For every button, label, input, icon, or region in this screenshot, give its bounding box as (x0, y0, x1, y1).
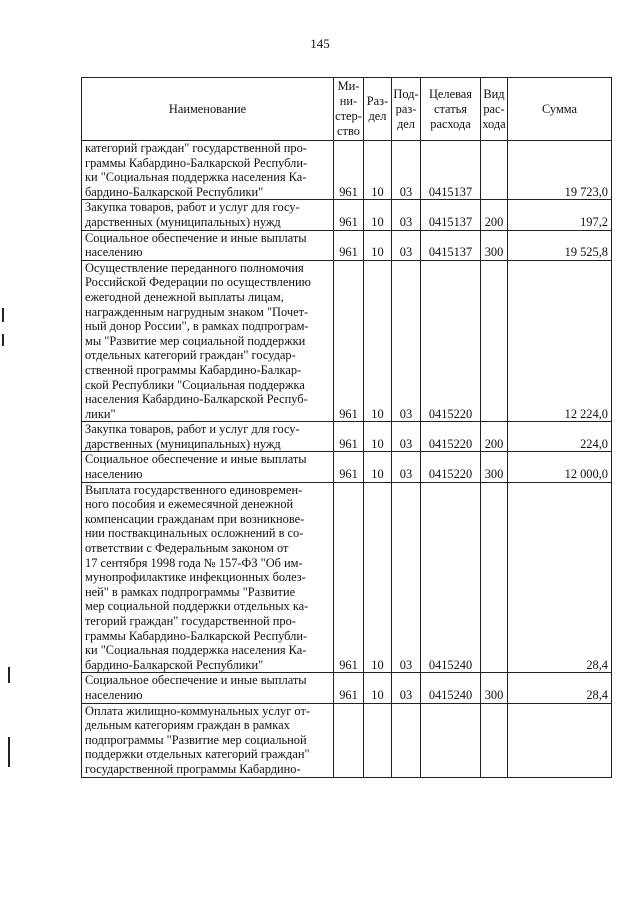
column-header-article: Целевая статья расхода (421, 78, 481, 141)
cell-ministry: 961 (334, 673, 364, 703)
table-row (82, 422, 612, 452)
cell-section: 10 (364, 200, 392, 230)
cell-sum: 197,2 (508, 200, 612, 230)
table-row (82, 200, 612, 230)
table-row (82, 141, 612, 200)
cell-ministry: 961 (334, 200, 364, 230)
cell-sum: 224,0 (508, 422, 612, 452)
column-header-sum: Сумма (508, 78, 612, 141)
cell-subsection (392, 703, 421, 777)
table-row (82, 260, 612, 422)
cell-article: 0415240 (421, 673, 481, 703)
column-header-name: Наименование (82, 78, 334, 141)
margin-mark (2, 334, 4, 346)
table-row (82, 230, 612, 260)
cell-kind: 300 (481, 452, 508, 482)
cell-section: 10 (364, 422, 392, 452)
cell-name: Закупка товаров, работ и услуг для госу- дарственных (муниципальных) нужд (82, 200, 334, 230)
cell-sum: 19 723,0 (508, 141, 612, 200)
cell-section: 10 (364, 230, 392, 260)
cell-sum: 19 525,8 (508, 230, 612, 260)
cell-name: категорий граждан" государственной про- граммы Кабардино-Балкарской Республи- ки "Социальная поддержка населения Ка- бардино-Балкарской Республики" (82, 141, 334, 200)
cell-ministry: 961 (334, 230, 364, 260)
cell-ministry: 961 (334, 141, 364, 200)
cell-name: Социальное обеспечение и иные выплаты населению (82, 452, 334, 482)
cell-subsection: 03 (392, 422, 421, 452)
cell-name: Закупка товаров, работ и услуг для госу- дарственных (муниципальных) нужд (82, 422, 334, 452)
cell-section: 10 (364, 673, 392, 703)
cell-name: Социальное обеспечение и иные выплаты населению (82, 230, 334, 260)
table-header-row (82, 78, 612, 141)
cell-ministry: 961 (334, 452, 364, 482)
cell-subsection: 03 (392, 482, 421, 673)
cell-subsection: 03 (392, 230, 421, 260)
cell-article: 0415220 (421, 422, 481, 452)
table-row (82, 482, 612, 673)
cell-kind: 300 (481, 673, 508, 703)
cell-article: 0415137 (421, 230, 481, 260)
cell-kind: 200 (481, 200, 508, 230)
cell-subsection: 03 (392, 452, 421, 482)
cell-ministry: 961 (334, 422, 364, 452)
cell-name: Осуществление переданного полномочия Российской Федерации по осуществлению ежегодной денежной выплаты лицам, награжденным нагрудным знаком "Почет- ный донор России", в рамках подпрограм- мы "Развитие мер социальной поддержки отдельных категорий граждан" государ- ственной программы Кабардино-Балкар- ской Республики "Социальная поддержка населения Кабардино-Балкарской Респуб- лики" (82, 260, 334, 422)
column-header-section: Раз- дел (364, 78, 392, 141)
table-row (82, 673, 612, 703)
cell-kind (481, 260, 508, 422)
cell-article: 0415137 (421, 141, 481, 200)
cell-section (364, 703, 392, 777)
margin-mark (2, 308, 4, 322)
budget-table (81, 77, 612, 778)
cell-article: 0415220 (421, 452, 481, 482)
margin-mark (8, 737, 10, 767)
cell-section: 10 (364, 141, 392, 200)
cell-subsection: 03 (392, 260, 421, 422)
table-row (82, 452, 612, 482)
cell-sum (508, 703, 612, 777)
cell-section: 10 (364, 482, 392, 673)
cell-article: 0415220 (421, 260, 481, 422)
table-body (82, 141, 612, 778)
cell-section: 10 (364, 260, 392, 422)
cell-sum: 28,4 (508, 482, 612, 673)
cell-kind (481, 482, 508, 673)
table-row (82, 703, 612, 777)
cell-section: 10 (364, 452, 392, 482)
cell-kind (481, 141, 508, 200)
column-header-ministry: Ми- ни- стер- ство (334, 78, 364, 141)
cell-kind: 300 (481, 230, 508, 260)
margin-mark (8, 667, 10, 683)
cell-subsection: 03 (392, 141, 421, 200)
cell-ministry (334, 703, 364, 777)
cell-name: Социальное обеспечение и иные выплаты населению (82, 673, 334, 703)
cell-article (421, 703, 481, 777)
cell-subsection: 03 (392, 200, 421, 230)
cell-article: 0415240 (421, 482, 481, 673)
cell-kind (481, 703, 508, 777)
cell-sum: 12 224,0 (508, 260, 612, 422)
column-header-kind: Вид рас- хода (481, 78, 508, 141)
cell-sum: 12 000,0 (508, 452, 612, 482)
cell-subsection: 03 (392, 673, 421, 703)
cell-name: Выплата государственного единовремен- ного пособия и ежемесячной денежной компенсации гражданам при возникнове- нии поствакцинальных осложнений в со- ответствии с Федеральным законом от 17 сентября 1998 года № 157-ФЗ "Об им- мунопрофилактике инфекционных болез- ней" в рамках подпрограммы "Развитие мер социальной поддержки отдельных ка- тегорий граждан" государственной про- граммы Кабардино-Балкарской Республи- ки "Социальная поддержка населения Ка- бардино-Балкарской Республики" (82, 482, 334, 673)
cell-kind: 200 (481, 422, 508, 452)
column-header-subsection: Под- раз- дел (392, 78, 421, 141)
page-number: 145 (310, 36, 330, 51)
cell-name: Оплата жилищно-коммунальных услуг от- дельным категориям граждан в рамках подпрограммы "Развитие мер социальной поддержки отдельных категорий граждан" государственной программы Кабардино- (82, 703, 334, 777)
cell-sum: 28,4 (508, 673, 612, 703)
cell-ministry: 961 (334, 482, 364, 673)
cell-ministry: 961 (334, 260, 364, 422)
cell-article: 0415137 (421, 200, 481, 230)
